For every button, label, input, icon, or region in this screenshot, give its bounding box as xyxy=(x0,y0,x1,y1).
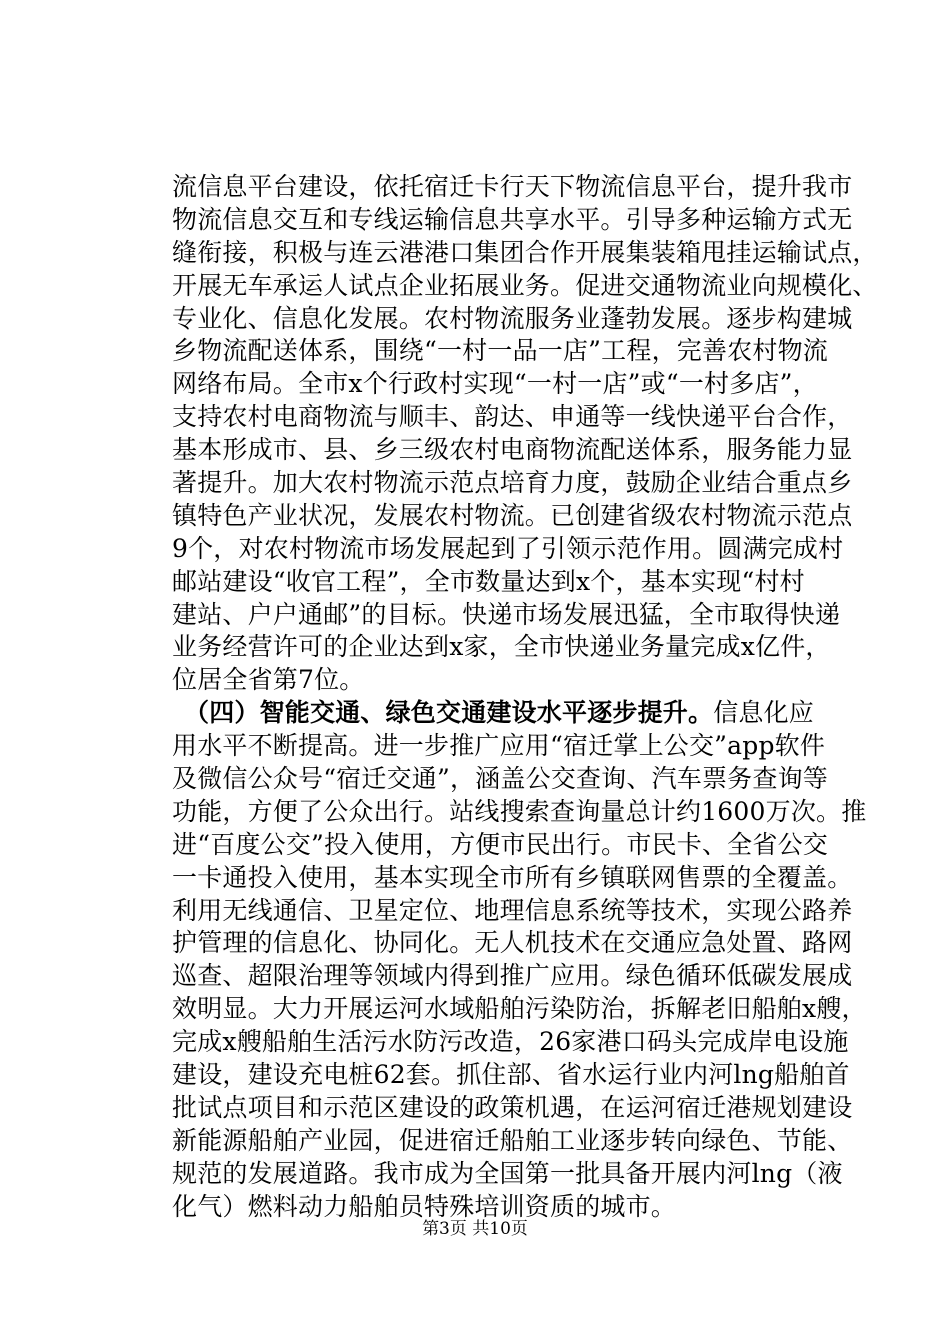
text-line: 业务经营许可的企业达到x家，全市快递业务量完成x亿件， xyxy=(172,632,831,662)
text-line: 基本形成市、县、乡三级农村电商物流配送体系，服务能力显 xyxy=(172,435,853,465)
page-footer xyxy=(0,1218,950,1240)
text-line: 缝衔接，积极与连云港港口集团合作开展集装箱甩挂运输试点， xyxy=(172,237,878,267)
section-heading-line xyxy=(172,697,832,730)
text-line: 建站、户户通邮”的目标。快递市场发展迅猛，全市取得快递 xyxy=(172,599,841,629)
text-line: 新能源船舶产业园，促进宿迁船舶工业逐步转向绿色、节能、 xyxy=(172,1125,853,1155)
document-body xyxy=(172,171,878,1224)
text-line: 位居全省第7位。 xyxy=(172,665,365,695)
text-line: 功能，方便了公众出行。站线搜索查询量总计约1600万次。推 xyxy=(172,796,867,826)
text-line: 用水平不断提高。进一步推广应用“宿迁掌上公交”app软件 xyxy=(172,731,826,761)
paragraph-logistics xyxy=(172,171,878,697)
paragraph-smart-green-transport xyxy=(172,697,867,1223)
text-line: 进“百度公交”投入使用，方便市民出行。市民卡、全省公交 xyxy=(172,829,828,859)
text-line: 支持农村电商物流与顺丰、韵达、申通等一线快递平台合作， xyxy=(172,402,853,432)
text-line: 批试点项目和示范区建设的政策机遇，在运河宿迁港规划建设 xyxy=(172,1092,853,1122)
page-number: 第3页 共10页 xyxy=(422,1219,528,1239)
text-line: 化气）燃料动力船舶员特殊培训资质的城市。 xyxy=(172,1191,677,1221)
text-line: 镇特色产业状况，发展农村物流。已创建省级农村物流示范点 xyxy=(172,500,853,530)
text-line: 完成x艘船舶生活污水防污改造，26家港口码头完成岸电设施 xyxy=(172,1027,849,1057)
text-line: 及微信公众号“宿迁交通”，涵盖公交查询、汽车票务查询等 xyxy=(172,764,828,794)
text-line: 建设，建设充电桩62套。抓住部、省水运行业内河lng船舶首 xyxy=(172,1060,850,1090)
section-heading: （四）智能交通、绿色交通建设水平逐步提升。 xyxy=(184,698,714,728)
heading-line-text: 信息化应 xyxy=(713,698,815,728)
text-line: 专业化、信息化发展。农村物流服务业蓬勃发展。逐步构建城 xyxy=(172,303,853,333)
text-line: 9个，对农村物流市场发展起到了引领示范作用。圆满完成村 xyxy=(172,533,844,563)
text-line: 邮站建设“收官工程”，全市数量达到x个，基本实现“村村 xyxy=(172,566,805,596)
text-line: 一卡通投入使用，基本实现全市所有乡镇联网售票的全覆盖。 xyxy=(172,862,853,892)
text-line: 乡物流配送体系，围绕“一村一品一店”工程，完善农村物流 xyxy=(172,336,828,366)
text-line: 著提升。加大农村物流示范点培育力度，鼓励企业结合重点乡 xyxy=(172,468,853,498)
text-line: 开展无车承运人试点企业拓展业务。促进交通物流业向规模化、 xyxy=(172,270,878,300)
text-line: 网络布局。全市x个行政村实现“一村一店”或“一村多店”， xyxy=(172,369,818,399)
text-line: 利用无线通信、卫星定位、地理信息系统等技术，实现公路养 xyxy=(172,895,853,925)
text-line: 巡查、超限治理等领域内得到推广应用。绿色循环低碳发展成 xyxy=(172,961,853,991)
text-line: 物流信息交互和专线运输信息共享水平。引导多种运输方式无 xyxy=(172,204,853,234)
text-line: 规范的发展道路。我市成为全国第一批具备开展内河lng（液 xyxy=(172,1158,843,1188)
text-line: 效明显。大力开展运河水域船舶污染防治，拆解老旧船舶x艘， xyxy=(172,994,867,1024)
text-line: 流信息平台建设，依托宿迁卡行天下物流信息平台，提升我市 xyxy=(172,172,853,201)
text-line: 护管理的信息化、协同化。无人机技术在交通应急处置、路网 xyxy=(172,928,853,958)
